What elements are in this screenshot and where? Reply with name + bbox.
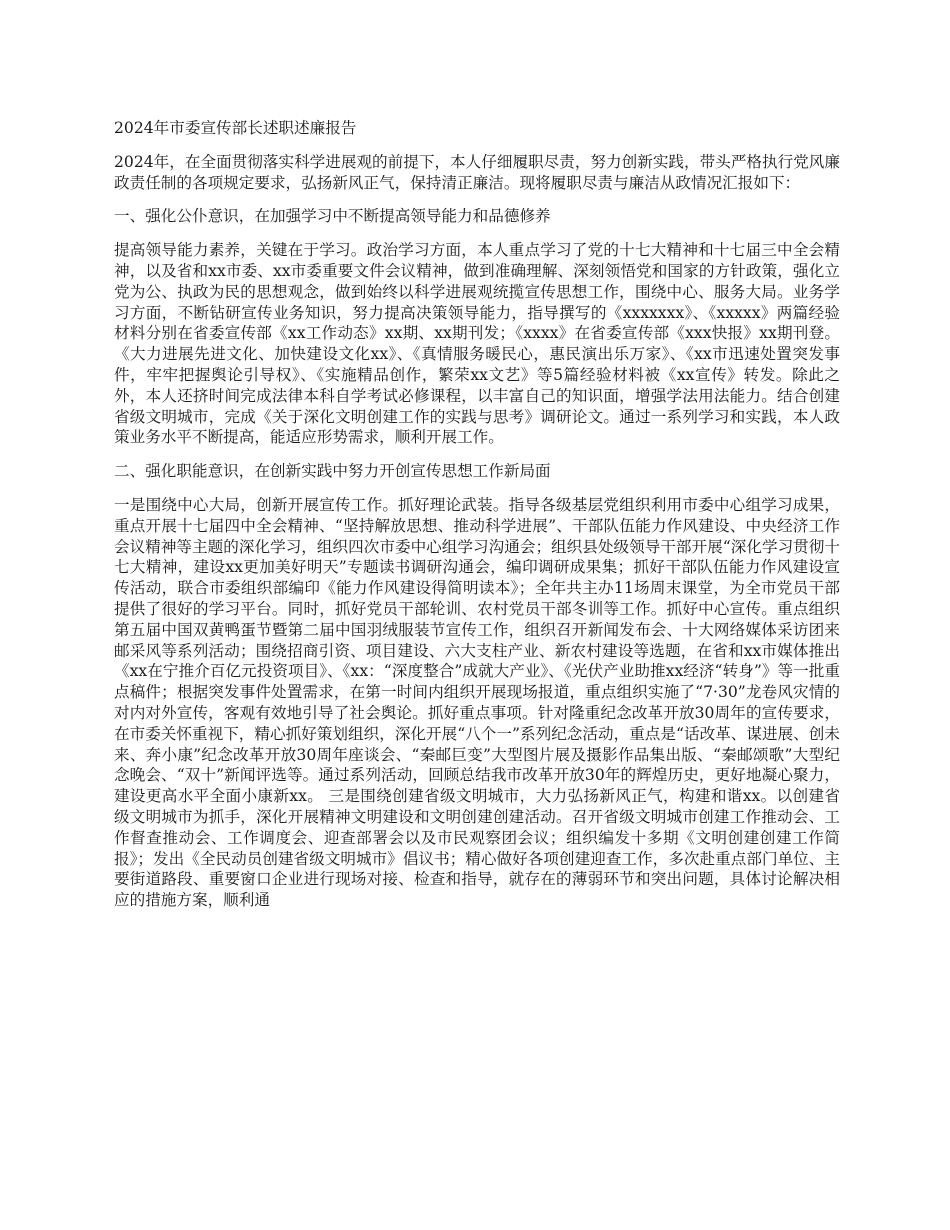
document-title: 2024年市委宣传部长述职述廉报告 (114, 119, 357, 137)
document-page (114, 118, 840, 924)
section-2-heading: 二、强化职能意识，在创新实践中努力开创宣传思想工作新局面 (114, 462, 551, 481)
section-1-body: 提高领导能力素养，关键在于学习。政治学习方面，本人重点学习了党的十七大精神和十七届三中全会精神，以及省和xx市委、xx市委重要文件会议精神，做到准确理解、深刻领悟党和国家的方针政策，强化立党为公、执政为民的思想观念，做到始终以科学进展观统揽宣传思想工作，围绕中心、服务大局。业务学习方面，不断钻研宣传业务知识，努力提高决策领导能力，指导撰写的《xxxxxxx》、《xxxxx》两篇经验材料分别在省委宣传部《xx工作动态》xx期、xx期刊发；《xxxx》在省委宣传部《xxx快报》xx期刊登。《大力进展先进文化、加快建设文化xx》、《真情服务暖民心，惠民演出乐万家》、《xx市迅速处置突发事件，牢牢把握舆论引导权》、《实施精品创作，繁荣xx文艺》等5篇经验材料被《xx宣传》转发。除此之外，本人还挤时间完成法律本科自学考试必修课程，以丰富自己的知识面，增强学法用法能力。结合创建省级文明城市，完成《关于深化文明创建工作的实践与思考》调研论文。通过一系列学习和实践，本人政策业务水平不断提高，能适应形势需求，顺利开展工作。 (114, 241, 840, 447)
intro-paragraph: 2024年，在全面贯彻落实科学进展观的前提下，本人仔细履职尽责，努力创新实践，带头严格执行党风廉政责任制的各项规定要求，弘扬新风正气，保持清正廉洁。现将履职尽责与廉洁从政情况汇报如下： (114, 152, 840, 192)
section-1-heading: 一、强化公仆意识，在加强学习中不断提高领导能力和品德修养 (114, 207, 551, 226)
section-2-body: 一是围绕中心大局，创新开展宣传工作。抓好理论武装。指导各级基层党组织利用市委中心组学习成果，重点开展十七届四中全会精神、“坚持解放思想、推动科学进展”、干部队伍能力作风建设、中央经济工作会议精神等主题的深化学习，组织四次市委中心组学习沟通会；组织县处级领导干部开展“深化学习贯彻十七大精神，建设xx更加美好明天”专题读书调研沟通会，编印调研成果集；抓好干部队伍能力作风建设宣传活动，联合市委组织部编印《能力作风建设得简明读本》；全年共主办11场周末课堂，为全市党员干部提供了很好的学习平台。同时，抓好党员干部轮训、农村党员干部冬训等工作。抓好中心宣传。重点组织第五届中国双黄鸭蛋节暨第二届中国羽绒服装节宣传工作，组织召开新闻发布会、十大网络媒体采访团来邮采风等系列活动；围绕招商引资、项目建设、六大支柱产业、新农村建设等选题，在省和xx市媒体推出《xx在宁推介百亿元投资项目》、《xx：“深度整合”成就大产业》、《光伏产业助推xx经济“转身”》等一批重点稿件；根据突发事件处置需求，在第一时间内组织开展现场报道，重点组织实施了“7·30”龙卷风灾情的对内对外宣传，客观有效地引导了社会舆论。抓好重点事项。针对隆重纪念改革开放30周年的宣传要求，在市委关怀重视下，精心抓好策划组织，深化开展“八个一”系列纪念活动，重点是“话改革、谋进展、创未来、奔小康”纪念改革开放30周年座谈会、“秦邮巨变”大型图片展及摄影作品集出版、“秦邮颂歌”大型纪念晚会、“双十”新闻评选等。通过系列活动，回顾总结我市改革开放30年的辉煌历史，更好地凝心聚力，建设更高水平全面小康新xx。 三是围绕创建省级文明城市，大力弘扬新风正气，构建和谐xx。以创建省级文明城市为抓手，深化开展精神文明建设和文明创建创建活动。召开省级文明城市创建工作推动会、工作督查推动会、工作调度会、迎查部署会以及市民观察团会议；组织编发十多期《文明创建创建工作简报》；发出《全民动员创建省级文明城市》倡议书；精心做好各项创建迎查工作，多次赴重点部门单位、主要街道路段、重要窗口企业进行现场对接、检查和指导，就存在的薄弱环节和突出问题，具体讨论解决相应的措施方案，顺利通 (114, 495, 840, 910)
